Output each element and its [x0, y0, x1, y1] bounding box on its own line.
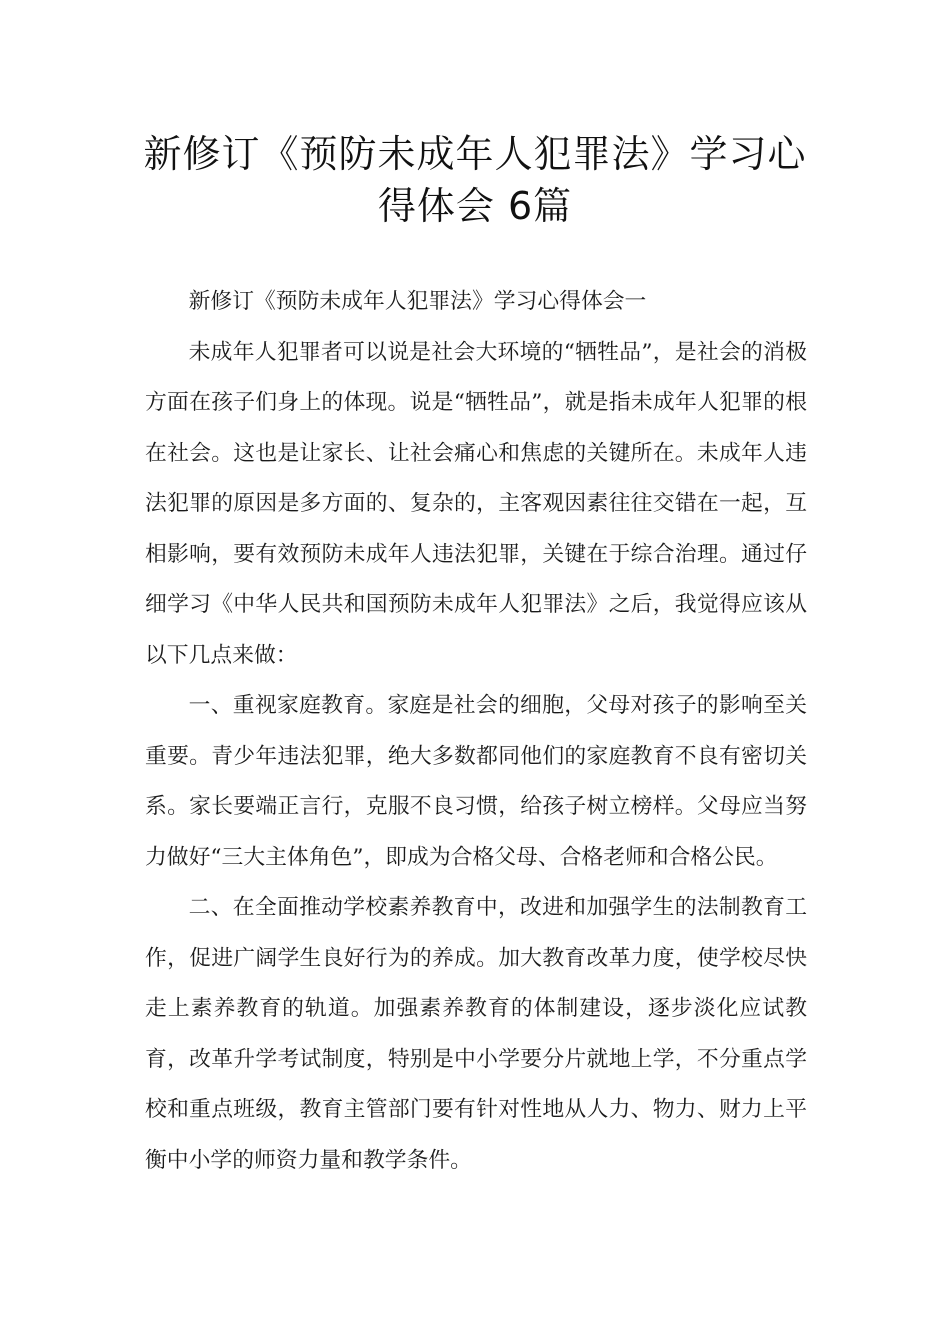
document-body	[145, 277, 807, 1186]
paragraph-point-two: 二、在全面推动学校素养教育中，改进和加强学生的法制教育工作，促进广阔学生良好行为的养成。加大教育改革力度，使学校尽快走上素养教育的轨道。加强素养教育的体制建设，逐步淡化应试教育，改革升学考试制度，特别是中小学要分片就地上学，不分重点学校和重点班级，教育主管部门要有针对性地从人力、物力、财力上平衡中小学的师资力量和教学条件。	[145, 895, 807, 1173]
section-heading: 新修订《预防未成年人犯罪法》学习心得体会一	[188, 289, 647, 314]
paragraph-intro: 未成年人犯罪者可以说是社会大环境的“牺牲品”，是社会的消极方面在孩子们身上的体现。说是“牺牲品”，就是指未成年人犯罪的根在社会。这也是让家长、让社会痛心和焦虑的关键所在。未成年人违法犯罪的原因是多方面的、复杂的，主客观因素往往交错在一起，互相影响，要有效预防未成年人违法犯罪，关键在于综合治理。通过仔细学习《中华人民共和国预防未成年人犯罪法》之后，我觉得应该从以下几点来做：	[145, 339, 807, 668]
paragraph-point-one: 一、重视家庭教育。家庭是社会的细胞，父母对孩子的影响至关重要。青少年违法犯罪，绝大多数都同他们的家庭教育不良有密切关系。家长要端正言行，克服不良习惯，给孩子树立榜样。父母应当努力做好“三大主体角色”，即成为合格父母、合格老师和合格公民。	[145, 693, 807, 870]
document-title: 新修订《预防未成年人犯罪法》学习心得体会 6篇	[143, 132, 807, 228]
